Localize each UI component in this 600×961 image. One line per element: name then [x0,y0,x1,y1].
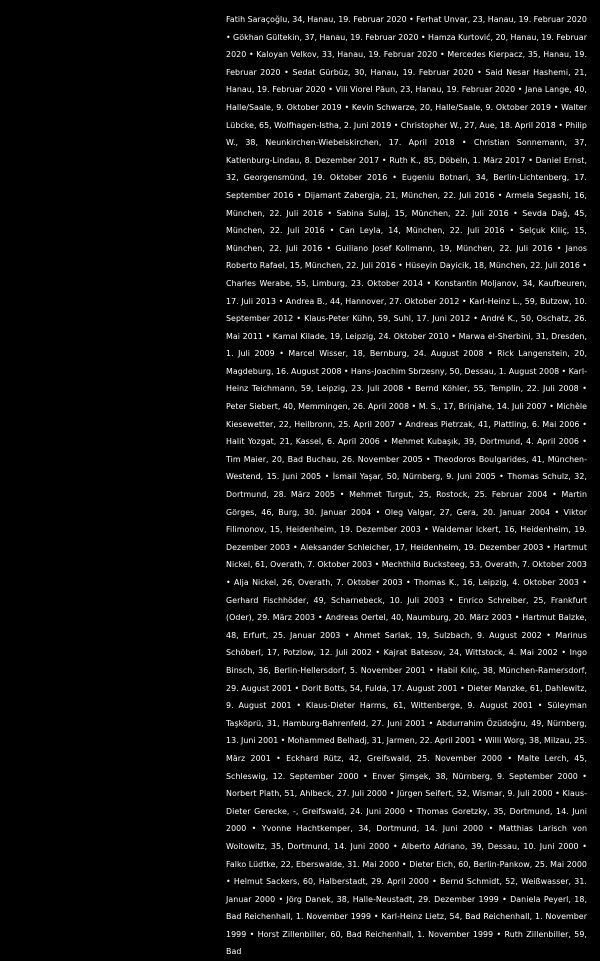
victims-list-text: Fatih Saraçoğlu, 34, Hanau, 19. Februar 2020 • Ferhat Unvar, 23, Hanau, 19. Februar 2020 • Gökhan Gültekin, 37, Hanau, 19. Februar 2020 • Hamza Kurtović, 20, Hanau, 19. Februar 2020 • Kaloyan Velkov, 33, Hanau, 19. Februar 2020 • Mercedes Kierpacz, 35, Hanau, 19. Februar 2020 • Sedat Gürbüz, 30, Hanau, 19. Februar 2020 • Said Nesar Hashemi, 21, Hanau, 19. Februar 2020 • Vili Viorel Păun, 23, Hanau, 19. Februar 2020 • Jana Lange, 40, Halle/Saale, 9. Oktober 2019 • Kevin Schwarze, 20, Halle/Saale, 9. Oktober 2019 • Walter Lübcke, 65, Wolfhagen-Istha, 2. Juni 2019 • Christopher W., 27, Aue, 18. April 2018 • Philip W., 38, Neunkirchen-Wiebelskirchen, 17. April 2018 • Christian Sonnemann, 37, Katlenburg-Lindau, 8. Dezember 2017 • Ruth K., 85, Döbeln, 1. März 2017 • Daniel Ernst, 32, Georgensmünd, 19. Oktober 2016 • Eugeniu Botnari, 34, Berlin-Lichtenberg, 17. September 2016 • Dijamant Zabergja, 21, München, 22. Juli 2016 • Armela Segashi, 16, München, 22. Juli 2016 • Sabina Sulaj, 15, München, 22. Juli 2016 • Sevda Dağ, 45, München, 22. Juli 2016 • Can Leyla, 14, München, 22. Juli 2016 • Selçuk Kiliç, 15, München, 22. Juli 2016 • Guiliano Josef Kollmann, 19, München, 22. Juli 2016 • Janos Roberto Rafael, 15, München, 22. Juli 2016 • Hüseyin Dayicik, 18, München, 22. Juli 2016 • Charles Werabe, 55, Limburg, 23. Oktober 2014 • Konstantin Moljanov, 34, Kaufbeuren, 17. Juli 2013 • Andrea B., 44, Hannover, 27. Oktober 2012 • Karl-Heinz L., 59, Butzow, 10. September 2012 • Klaus-Peter Kühn, 59, Suhl, 17. Juni 2012 • André K., 50, Oschatz, 26. Mai 2011 • Kamal Kilade, 19, Leipzig, 24. Oktober 2010 • Marwa el-Sherbini, 31, Dresden, 1. Juli 2009 • Marcel Wisser, 18, Bernburg, 24. August 2008 • Rick Langenstein, 20, Magdeburg, 16. August 2008 • Hans-Joachim Sbrzesny, 50, Dessau, 1. August 2008 • Karl-Heinz Teichmann, 59, Leipzig, 23. Juli 2008 • Bernd Köhler, 55, Templin, 22. Juli 2008 • Peter Siebert, 40, Memmingen, 26. April 2008 • M. S., 17, Brinjahe, 14. Juli 2007 • Michèle Kiesewetter, 22, Heilbronn, 25. April 2007 • Andreas Pietrzak, 41, Plattling, 6. Mai 2006 • Halit Yozgat, 21, Kassel, 6. April 2006 • Mehmet Kubaşık, 39, Dortmund, 4. April 2006 • Tim Maier, 20, Bad Buchau, 26. November 2005 • Theodoros Boulgarides, 41, München-Westend, 15. Juni 2005 • İsmail Yaşar, 50, Nürnberg, 9. Juni 2005 • Thomas Schulz, 32, Dortmund, 28. März 2005 • Mehmet Turgut, 25, Rostock, 25. Februar 2004 • Martin Görges, 46, Burg, 30. Januar 2004 • Oleg Valgar, 27, Gera, 20. Januar 2004 • Viktor Filimonov, 15, Heidenheim, 19. Dezember 2003 • Waldemar Ickert, 16, Heidenheim, 19. Dezember 2003 • Aleksander Schleicher, 17, Heidenheim, 19. Dezember 2003 • Hartmut Nickel, 61, Overath, 7. Oktober 2003 • Mechthild Bucksteeg, 53, Overath, 7. Oktober 2003 • Alja Nickel, 26, Overath, 7. Oktober 2003 • Thomas K., 16, Leipzig, 4. Oktober 2003 • Gerhard Fischhöder, 49, Scharnebeck, 10. Juli 2003 • Enrico Schreiber, 25, Frankfurt (Oder), 29. März 2003 • Andreas Oertel, 40, Naumburg, 20. März 2003 • Hartmut Balzke, 48, Erfurt, 25. Januar 2003 • Ahmet Sarlak, 19, Sulzbach, 9. August 2002 • Marinus Schöberl, 17, Potzlow, 12. Juli 2002 • Kajrat Batesov, 24, Wittstock, 4. Mai 2002 • Ingo Binsch, 36, Berlin-Hellersdorf, 5. November 2001 • Habil Kılıç, 38, München-Ramersdorf, 29. August 2001 • Dorit Botts, 54, Fulda, 17. August 2001 • Dieter Manzke, 61, Dahlewitz, 9. August 2001 • Klaus-Dieter Harms, 61, Wittenberge, 9. August 2001 • Süleyman Taşköprü, 31, Hamburg-Bahrenfeld, 27. Juni 2001 • Abdurrahim Özüdoğru, 49, Nürnberg, 13. Juni 2001 • Mohammed Belhadj, 31, Jarmen, 22. April 2001 • Willi Worg, 38, Milzau, 25. März 2001 • Eckhard Rütz, 42, Greifswald, 25. November 2000 • Malte Lerch, 45, Schleswig, 12. September 2000 • Enver Şimşek, 38, Nürnberg, 9. September 2000 • Norbert Plath, 51, Ahlbeck, 27. Juli 2000 • Jürgen Seifert, 52, Wismar, 9. Juli 2000 • Klaus-Dieter Gerecke, -, Greifswald, 24. Juni 2000 • Thomas Goretzky, 35, Dortmund, 14. Juni 2000 • Yvonne Hachtkemper, 34, Dortmund, 14. Juni 2000 • Matthias Larisch von Woitowitz, 35, Dortmund, 14. Juni 2000 • Alberto Adriano, 39, Dessau, 10. Juni 2000 • Falko Lüdtke, 22, Eberswalde, 31. Mai 2000 • Dieter Eich, 60, Berlin-Pankow, 25. Mai 2000 • Helmut Sackers, 60, Halberstadt, 29. April 2000 • Bernd Schmidt, 52, Weißwasser, 31. Januar 2000 • Jörg Danek, 38, Halle-Neustadt, 29. Dezember 1999 • Daniela Peyerl, 18, Bad Reichenhall, 1. November 1999 • Karl-Heinz Lietz, 54, Bad Reichenhall, 1. November 1999 • Horst Zillenbiller, 60, Bad Reichenhall, 1. November 1999 • Ruth Zillenbiller, 59, Bad [226,15,587,957]
